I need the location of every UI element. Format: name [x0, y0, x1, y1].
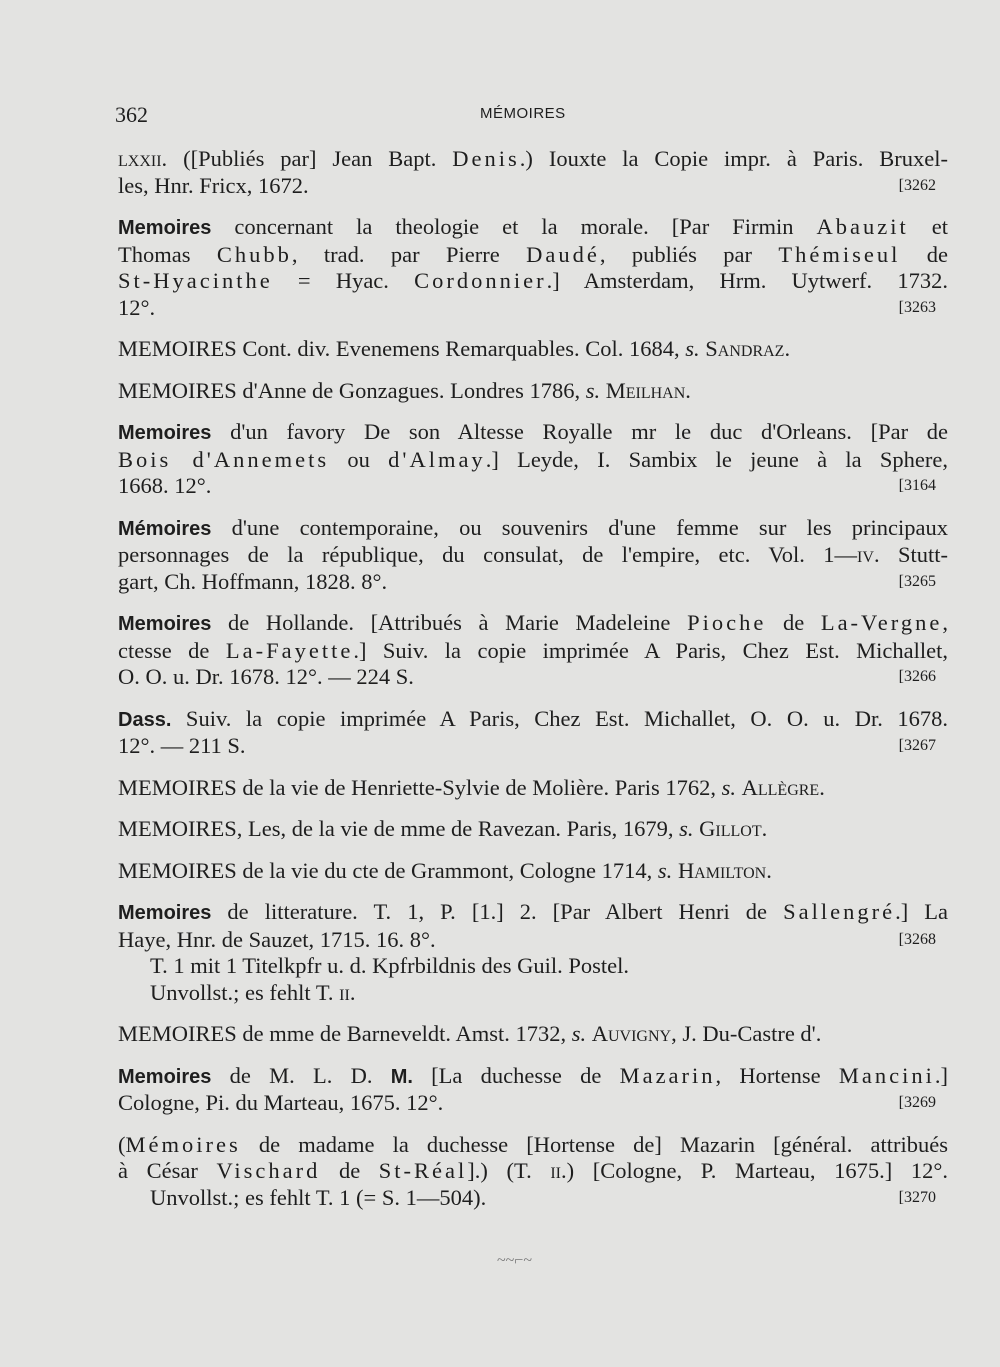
entry-heading: Memoires	[118, 217, 212, 239]
entry-text: de litterature. T. 1, P. [1.] 2. [Par Albert Henri de	[211, 899, 784, 924]
entry-text: Cologne, Pi. du Marteau, 1675. 12°.	[118, 1090, 444, 1115]
bibliography-entries	[118, 146, 948, 1226]
entry-text: T. 1 mit 1 Titelkpfr u. d. Kpfrbildnis des Guil. Postel.	[150, 953, 629, 978]
entry-text: Auvigny	[591, 1021, 672, 1046]
entry-text: MEMOIRES de la vie de Henriette-Sylvie de Molière. Paris 1762,	[118, 774, 722, 800]
catalog-number: [3265	[898, 572, 936, 590]
entry-line	[118, 980, 948, 1007]
entry-line	[118, 447, 948, 474]
entry-text: MEMOIRES Cont. div. Evenemens Remarquables. Col. 1684,	[118, 336, 686, 361]
entry-line	[118, 1132, 948, 1159]
entry-line	[118, 173, 948, 200]
entry-text: d'Almay	[388, 446, 486, 472]
entry-line	[118, 336, 948, 363]
entry-heading: Dass.	[118, 708, 172, 731]
entry-text: St-Hyacinthe	[118, 268, 273, 293]
bibliography-entry	[118, 419, 948, 500]
entry-text: . Stutt-	[873, 542, 948, 567]
entry-text: personnages de la république, du consulat, de l'empire, etc. Vol. 1—	[118, 542, 858, 567]
entry-heading: Memoires	[118, 902, 212, 924]
entry-line	[118, 542, 948, 569]
entry-text: de	[900, 241, 948, 267]
entry-text: à César	[118, 1158, 217, 1183]
entry-text: Unvollst.; es fehlt T.	[150, 979, 340, 1005]
entry-line	[118, 1021, 948, 1048]
entry-text: s.	[585, 377, 601, 403]
entry-text: de Hollande. [Attribués à Marie Madeleine	[211, 610, 688, 635]
catalog-number: [3164	[898, 477, 936, 494]
entry-text: Abauzit	[816, 214, 909, 239]
entry-text: = Hyac.	[272, 268, 415, 293]
entry-line	[118, 1185, 948, 1212]
catalog-number: [3263	[898, 298, 936, 316]
entry-text: s.	[657, 857, 673, 883]
entry-text: MEMOIRES, Les, de la vie de mme de Ravezan. Paris, 1679,	[118, 816, 680, 841]
entry-text: MEMOIRES d'Anne de Gonzagues. Londres 1786,	[118, 377, 586, 403]
entry-line	[118, 1158, 948, 1185]
entry-line	[118, 953, 948, 980]
bibliography-entry	[118, 1132, 948, 1212]
entry-text: . ([Publiés par] Jean Bapt.	[161, 146, 453, 171]
entry-text: 12°.	[118, 294, 156, 320]
bibliography-entry	[118, 336, 948, 363]
entry-text: .]	[934, 1062, 948, 1088]
entry-line	[118, 242, 948, 269]
entry-text: Gillot	[699, 816, 762, 841]
entry-text: Pioche	[687, 610, 767, 635]
entry-text: lxxii	[118, 146, 162, 171]
entry-line	[118, 378, 948, 405]
running-title: MÉMOIRES	[480, 105, 566, 122]
entry-text: .	[349, 979, 356, 1005]
page-header	[0, 100, 1000, 130]
entry-text: .] Suiv. la copie imprimée A Paris, Chez Est. Michallet,	[353, 637, 948, 663]
entry-text: Suiv. la copie imprimée A Paris, Chez Est. Michallet, O. O. u. Dr. 1678.	[171, 705, 948, 731]
entry-line	[118, 899, 948, 927]
bibliography-entry	[118, 706, 948, 760]
entry-line	[118, 473, 948, 500]
entry-text: ou	[329, 446, 389, 472]
entry-line	[118, 214, 948, 242]
entry-text: Meilhan	[605, 377, 686, 403]
entry-text: .] Leyde, I. Sambix le jeune à la Sphere,	[485, 446, 948, 472]
catalog-number: [3267	[898, 737, 936, 754]
catalog-number: [3270	[898, 1188, 936, 1206]
entry-text: , Hortense	[715, 1062, 839, 1088]
entry-text: , J. Du-Castre d'.	[671, 1021, 822, 1046]
entry-text: Thomas	[118, 241, 217, 267]
entry-text: d'un favory De son Altesse Royalle mr le duc d'Orleans. [Par de	[211, 419, 948, 444]
bibliography-entry	[118, 214, 948, 321]
entry-line	[118, 733, 948, 760]
entry-text: Sandraz	[705, 336, 785, 361]
entry-text: La-Vergne	[820, 610, 943, 635]
entry-heading: Memoires	[118, 1065, 212, 1088]
entry-text: .	[766, 857, 772, 883]
bibliography-entry	[118, 775, 948, 802]
entry-line	[118, 610, 948, 638]
entry-line	[118, 268, 948, 295]
entry-line	[118, 146, 948, 173]
entry-line	[118, 775, 948, 802]
entry-text: ].) (T.	[467, 1158, 551, 1183]
entry-text: La-Fayette	[225, 637, 354, 663]
catalog-number: [3262	[898, 176, 936, 194]
entry-text: les, Hnr. Fricx, 1672.	[118, 172, 309, 198]
entry-text: ctesse de	[118, 637, 226, 663]
entry-text: .	[819, 774, 825, 800]
entry-text: O. O. u. Dr. 1678. 12°. — 224 S.	[118, 664, 414, 689]
entry-line	[118, 515, 948, 543]
entry-line	[118, 706, 948, 734]
entry-text: Mazarin	[619, 1062, 716, 1088]
bibliography-entry	[118, 515, 948, 596]
bibliography-entry	[118, 378, 948, 405]
entry-text: St-Réal	[378, 1158, 468, 1183]
entry-text: concernant la theologie et la morale. [Par Firmin	[211, 214, 817, 239]
entry-text: s.	[685, 336, 700, 361]
entry-text: Hamilton	[677, 857, 767, 883]
entry-text: d'une contemporaine, ou souvenirs d'une femme sur les principaux	[211, 514, 948, 540]
bibliography-entry	[118, 816, 948, 843]
entry-text: 12°. — 211 S.	[118, 733, 246, 758]
entry-text: MEMOIRES de la vie du cte de Grammont, Cologne 1714,	[118, 857, 658, 883]
entry-line	[118, 295, 948, 322]
entry-line	[118, 1090, 948, 1117]
entry-text: .] La	[895, 899, 948, 924]
entry-text: MEMOIRES de mme de Barneveldt. Amst. 1732,	[118, 1021, 572, 1046]
entry-text: de	[320, 1158, 379, 1183]
entry-text: .) [Cologne, P. Marteau, 1675.] 12°.	[560, 1158, 948, 1183]
entry-line	[118, 664, 948, 691]
entry-text: ii	[339, 979, 350, 1005]
catalog-number: [3266	[898, 668, 936, 685]
entry-text: de M. L. D.	[211, 1062, 391, 1088]
bibliography-entry	[118, 858, 948, 885]
entry-text: .] Amsterdam, Hrm. Uytwerf. 1732.	[546, 268, 948, 293]
bibliography-entry	[118, 899, 948, 1006]
entry-text: Bois d'Annemets	[118, 446, 330, 472]
entry-text: (	[118, 1131, 126, 1157]
entry-heading: M.	[390, 1065, 413, 1088]
page-number: 362	[115, 102, 148, 127]
entry-text: Sallengré	[783, 899, 896, 924]
entry-text: Haye, Hnr. de Sauzet, 1715. 16. 8°.	[118, 926, 436, 952]
entry-line	[118, 569, 948, 596]
entry-text: , trad. par Pierre	[291, 241, 527, 267]
entry-text: Chubb	[216, 241, 292, 267]
entry-text: et	[908, 214, 948, 239]
entry-line	[118, 816, 948, 843]
entry-text: 1668. 12°.	[118, 473, 212, 498]
entry-text: gart, Ch. Hoffmann, 1828. 8°.	[118, 568, 388, 594]
entry-text: ii	[550, 1158, 561, 1183]
entry-line	[118, 1063, 948, 1091]
entry-line	[118, 858, 948, 885]
entry-text: s.	[679, 816, 694, 841]
entry-text: Vischard	[216, 1158, 321, 1183]
entry-line	[118, 419, 948, 447]
entry-text: Daudé	[526, 241, 600, 267]
catalog-number: [3269	[898, 1094, 936, 1111]
catalog-number: [3268	[898, 930, 936, 948]
entry-text: .	[784, 336, 791, 361]
entry-text: de madame la duchesse [Hortense de] Mazarin [général. attribués	[240, 1131, 948, 1157]
bibliography-entry	[118, 610, 948, 691]
entry-text: ,	[942, 610, 948, 635]
entry-line	[118, 927, 948, 954]
entry-text: de	[766, 610, 821, 635]
bibliography-entry	[118, 146, 948, 199]
entry-text: .	[685, 377, 691, 403]
entry-text: , publiés par	[599, 241, 779, 267]
entry-text: s.	[721, 774, 737, 800]
entry-text: .) Iouxte la Copie impr. à Paris. Bruxel-	[519, 146, 948, 171]
entry-line	[118, 638, 948, 665]
entry-text: Cordonnier	[414, 268, 547, 293]
entry-text: s.	[571, 1021, 587, 1046]
entry-text: Mancini	[838, 1062, 935, 1088]
entry-text: iv	[857, 542, 874, 567]
entry-heading: Memoires	[118, 613, 212, 635]
entry-text: Allègre	[741, 774, 820, 800]
entry-text: Thémiseul	[778, 241, 901, 267]
entry-text: Denis	[452, 146, 520, 171]
entry-text: Unvollst.; es fehlt T. 1 (= S. 1—504).	[150, 1184, 487, 1210]
bibliography-entry	[118, 1063, 948, 1117]
entry-text: [La duchesse de	[412, 1062, 620, 1088]
entry-text: .	[761, 816, 768, 841]
bibliography-entry	[118, 1021, 948, 1048]
entry-heading: Memoires	[118, 422, 212, 444]
entry-heading: Mémoires	[118, 517, 212, 540]
entry-text: Mémoires	[125, 1131, 241, 1157]
tailpiece-ornament: ~~⌐~	[497, 1252, 532, 1269]
